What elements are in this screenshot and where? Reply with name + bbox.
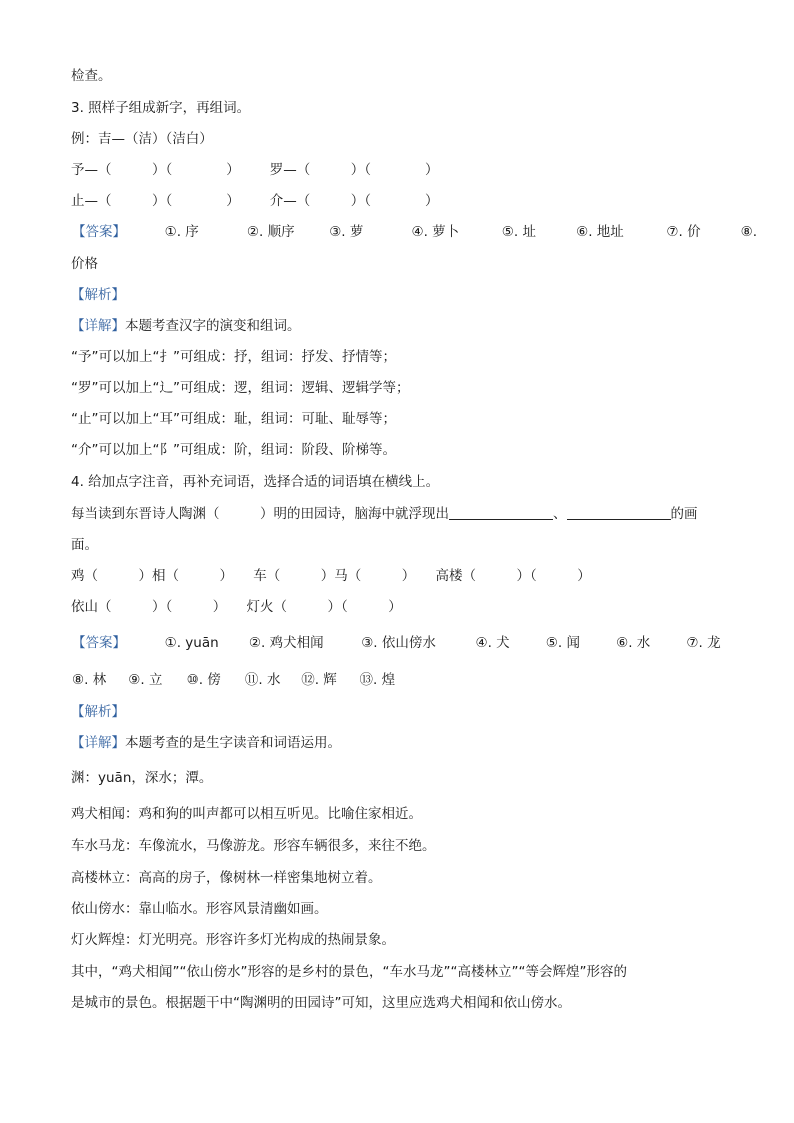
answer-item bbox=[411, 222, 497, 242]
circled-number: ⑫ bbox=[301, 672, 315, 688]
q3-explanation-2: “罗”可以加上“辶”可组成：逻，组词：逻辑、逻辑学等； bbox=[71, 380, 410, 396]
answer-text: . 犬 bbox=[487, 635, 510, 651]
sentence-end: 的画 bbox=[670, 506, 698, 522]
q4-explanation-5: 依山傍水：靠山临水。形容风景清幽如画。 bbox=[71, 901, 328, 917]
answer-tag: 【答案】 bbox=[72, 224, 126, 240]
circled-number: ⑬ bbox=[359, 672, 373, 688]
q3-explanation-4: “介”可以加上“阝”可组成：阶，组词：阶段、阶梯等。 bbox=[71, 442, 396, 458]
answer-item bbox=[247, 222, 325, 242]
circled-number: ④ bbox=[475, 635, 488, 651]
answer-item bbox=[165, 633, 245, 653]
answer-text: . 立 bbox=[140, 672, 163, 688]
answer-text: . 水 bbox=[258, 672, 281, 688]
circled-number: ⑪ bbox=[244, 672, 259, 688]
circled-number: ① bbox=[164, 224, 177, 240]
answer-text: . bbox=[752, 224, 758, 240]
circled-number: ⑩ bbox=[186, 672, 199, 688]
answer-item bbox=[666, 222, 736, 242]
q4-answer-line-1 bbox=[72, 633, 752, 653]
q3-row1 bbox=[71, 160, 439, 180]
answer-text: . 水 bbox=[628, 635, 651, 651]
q3-row2 bbox=[71, 191, 439, 211]
answer-text: . 依山傍水 bbox=[373, 635, 436, 651]
answer-item bbox=[72, 670, 124, 690]
answer-item bbox=[301, 670, 355, 690]
answer-item bbox=[502, 222, 572, 242]
answer-text: . yuān bbox=[176, 635, 219, 651]
answer-text: . 萝 bbox=[341, 224, 364, 240]
q4-explanation-3: 车水马龙：车像流水，马像游龙。形容车辆很多，来往不绝。 bbox=[71, 838, 436, 854]
answer-tag: 【答案】 bbox=[72, 635, 126, 651]
circled-number: ⑧ bbox=[72, 672, 85, 688]
fill-blank-line bbox=[449, 505, 553, 520]
q3-explanation-3: “止”可以加上“耳”可组成：耻，组词：可耻、耻辱等； bbox=[71, 411, 396, 427]
answer-item bbox=[245, 670, 297, 690]
answer-item bbox=[329, 222, 407, 242]
detail-tag: 【详解】 bbox=[71, 318, 125, 334]
answer-item bbox=[616, 633, 682, 653]
answer-item bbox=[686, 633, 720, 653]
detail-text: 本题考查的是生字读音和词语运用。 bbox=[125, 735, 341, 751]
q4-explanation-6: 灯火辉煌：灯光明亮。形容许多灯光构成的热闹景象。 bbox=[71, 932, 395, 948]
q4-explanation-4: 高楼林立：高高的房子，像树林一样密集地树立着。 bbox=[71, 870, 382, 886]
q3-row2-b: 介—（ ）（ ） bbox=[269, 193, 439, 209]
circled-number: ⑤ bbox=[545, 635, 558, 651]
q4-sentence bbox=[71, 504, 698, 524]
answer-text: . 傍 bbox=[198, 672, 221, 688]
q3-explanation-1: “予”可以加上“扌”可组成：抒，组词：抒发、抒情等； bbox=[71, 349, 396, 365]
circled-number: ⑦ bbox=[686, 635, 699, 651]
circled-number: ② bbox=[248, 635, 261, 651]
fill-blank-line bbox=[567, 505, 671, 520]
answer-item bbox=[741, 222, 757, 242]
answer-text: . 煌 bbox=[372, 672, 396, 688]
q4-explanation-8: 是城市的景色。根据题干中“陶渊明的田园诗”可知，这里应选鸡犬相闻和依山傍水。 bbox=[71, 995, 571, 1011]
continued-text: 检查。 bbox=[71, 68, 112, 84]
answer-text: . 价 bbox=[678, 224, 701, 240]
circled-number: ③ bbox=[329, 224, 342, 240]
q4-title: 4. 给加点字注音，再补充词语，选择合适的词语填在横线上。 bbox=[71, 474, 440, 490]
circled-number: ① bbox=[164, 635, 177, 651]
answer-item bbox=[576, 222, 662, 242]
answer-text: . 林 bbox=[84, 672, 107, 688]
answer-text: . 地址 bbox=[588, 224, 624, 240]
answer-text: . 萝卜 bbox=[423, 224, 460, 240]
detail-text: 本题考查汉字的演变和组词。 bbox=[125, 318, 301, 334]
q4-explanation-1: 渊：yuān，深水；潭。 bbox=[71, 770, 213, 786]
answer-item bbox=[165, 222, 243, 242]
circled-number: ⑤ bbox=[501, 224, 514, 240]
answer-item bbox=[128, 670, 182, 690]
answer-item bbox=[361, 633, 471, 653]
q3-row1-b: 罗—（ ）（ ） bbox=[269, 162, 439, 178]
answer-text: . 序 bbox=[176, 224, 199, 240]
answer-item bbox=[359, 670, 395, 690]
detail-tag: 【详解】 bbox=[71, 735, 125, 751]
circled-number: ④ bbox=[411, 224, 424, 240]
q4-explanation-7: 其中，“鸡犬相闻”“依山傍水”形容的是乡村的景色，“车水马龙”“高楼林立”“等会辉煌”形容的 bbox=[71, 964, 627, 980]
answer-text: . 顺序 bbox=[259, 224, 295, 240]
circled-number: ③ bbox=[361, 635, 374, 651]
q3-row1-a: 予—（ ）（ ） bbox=[71, 162, 240, 178]
q4-detail bbox=[71, 733, 341, 753]
analysis-tag: 【解析】 bbox=[71, 704, 125, 720]
answer-item bbox=[475, 633, 541, 653]
circled-number: ⑨ bbox=[128, 672, 141, 688]
q3-answer-wrap: 价格 bbox=[71, 256, 98, 272]
sentence-start: 每当读到东晋诗人陶渊（ ）明的田园诗，脑海中就浮现出 bbox=[71, 506, 449, 522]
answer-text: . 闻 bbox=[557, 635, 580, 651]
answer-text: . 址 bbox=[513, 224, 536, 240]
q3-example: 例：吉—（洁）（洁白） bbox=[71, 131, 213, 147]
q4-row2: 依山（ ）（ ） 灯火（ ）（ ） bbox=[71, 599, 402, 615]
circled-number: ⑥ bbox=[616, 635, 629, 651]
sentence-separator: 、 bbox=[553, 506, 567, 522]
analysis-tag: 【解析】 bbox=[71, 287, 125, 303]
answer-item bbox=[249, 633, 357, 653]
q3-detail bbox=[71, 316, 301, 336]
q4-row1: 鸡（ ）相（ ） 车（ ）马（ ） 高楼（ ）（ ） bbox=[71, 568, 591, 584]
answer-text: . 龙 bbox=[698, 635, 721, 651]
circled-number: ⑥ bbox=[576, 224, 589, 240]
q4-sentence-wrap: 面。 bbox=[71, 537, 98, 553]
circled-number: ⑧ bbox=[740, 224, 753, 240]
q4-explanation-2: 鸡犬相闻：鸡和狗的叫声都可以相互听见。比喻住家相近。 bbox=[71, 806, 422, 822]
answer-item bbox=[187, 670, 241, 690]
circled-number: ⑦ bbox=[666, 224, 679, 240]
q3-answer-line bbox=[72, 222, 758, 242]
q3-title: 3. 照样子组成新字，再组词。 bbox=[71, 100, 251, 116]
answer-item bbox=[546, 633, 612, 653]
q3-row2-a: 止—（ ）（ ） bbox=[71, 193, 240, 209]
answer-text: . 辉 bbox=[314, 672, 337, 688]
circled-number: ② bbox=[246, 224, 259, 240]
q4-answer-line-2 bbox=[72, 670, 395, 690]
answer-text: . 鸡犬相闻 bbox=[261, 635, 324, 651]
